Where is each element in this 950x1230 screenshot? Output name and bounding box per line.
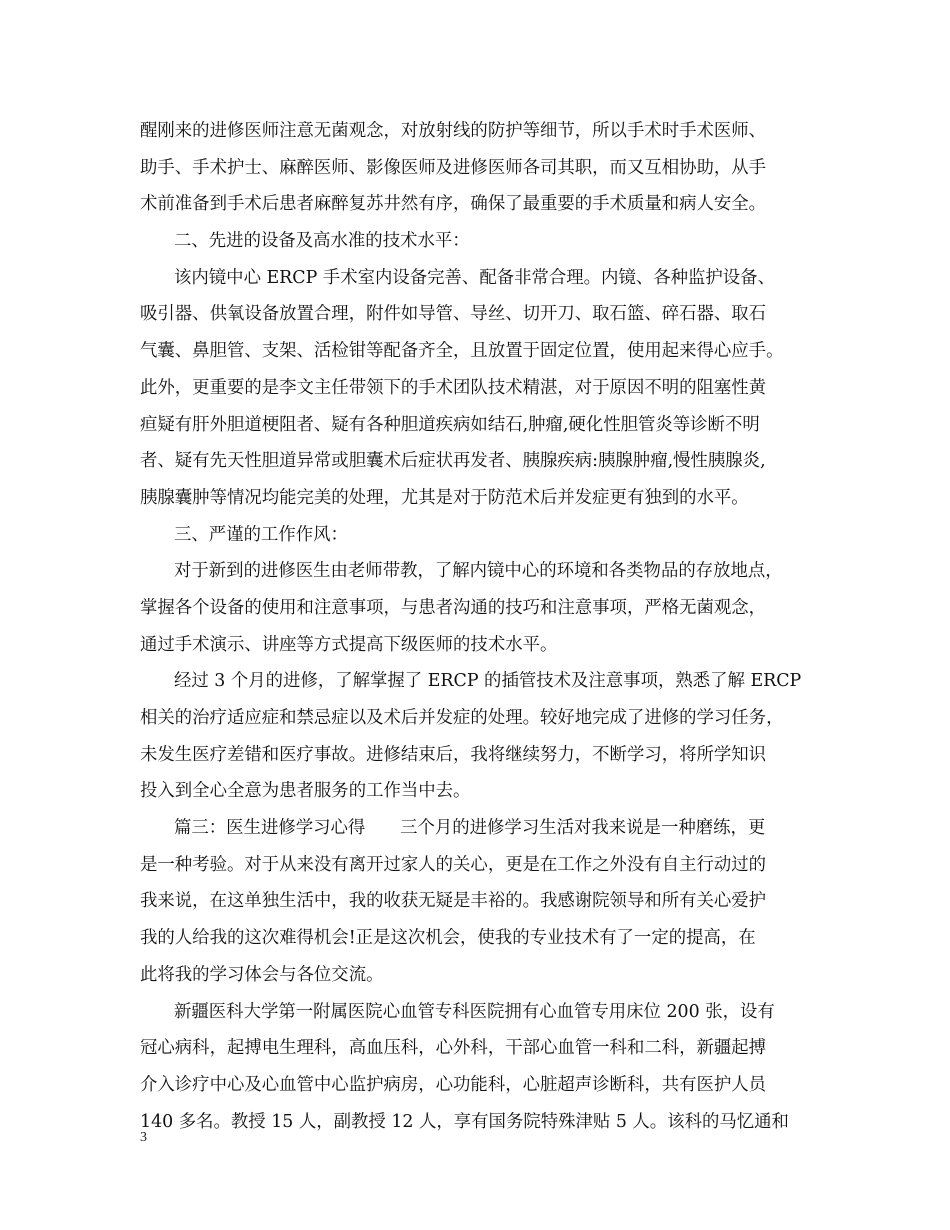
- text-line: 冠心病科，起搏电生理科，高血压科，心外科，干部心血管一科和二科，新疆起搏: [140, 1038, 767, 1059]
- text-line: 新疆医科大学第一附属医院心血管专科医院拥有心血管专用床位 200 张，设有: [174, 1001, 775, 1022]
- text-line: 该内镜中心 ERCP 手术室内设备完善、配备非常合理。内镜、各种监护设备、: [174, 267, 775, 288]
- text-line: 通过手术演示、讲座等方式提高下级医师的技术水平。: [140, 634, 558, 655]
- text-line: 篇三：医生进修学习心得 三个月的进修学习生活对我来说是一种磨练，更: [174, 818, 766, 839]
- text-line: 我的人给我的这次难得机会!正是这次机会，使我的专业技术有了一定的提高，在: [140, 928, 756, 949]
- text-line: 介入诊疗中心及心血管中心监护病房，心功能科，心脏超声诊断科，共有医护人员: [140, 1074, 767, 1095]
- document-body: [140, 113, 830, 1140]
- text-line: 对于新到的进修医生由老师带教，了解内镜中心的环境和各类物品的存放地点，: [174, 561, 783, 582]
- text-line: 醒刚来的进修医师注意无菌观念，对放射线的防护等细节，所以手术时手术医师、: [140, 121, 767, 141]
- text-line: 是一种考验。对于从来没有离开过家人的关心，更是在工作之外没有自主行动过的: [140, 854, 767, 875]
- text-line: 助手、手术护士、麻醉医师、影像医师及进修医师各司其职，而又互相协助，从手: [140, 157, 767, 178]
- text-line: 此将我的学习体会与各位交流。: [140, 964, 384, 985]
- text-line: 术前准备到手术后患者麻醉复苏井然有序，确保了最重要的手术质量和病人安全。: [140, 194, 767, 215]
- text-line: 未发生医疗差错和医疗事故。进修结束后，我将继续努力，不断学习，将所学知识: [140, 744, 767, 765]
- text-line: 三、严谨的工作作风：: [174, 524, 348, 545]
- text-line: 我来说，在这单独生活中，我的收获无疑是丰裕的。我感谢院领导和所有关心爱护: [140, 891, 767, 912]
- text-line: 二、先进的设备及高水准的技术水平：: [174, 231, 470, 252]
- text-line: 气囊、鼻胆管、支架、活检钳等配备齐全，且放置于固定位置，使用起来得心应手。: [140, 341, 784, 362]
- text-line: 经过 3 个月的进修，了解掌握了 ERCP 的插管技术及注意事项，熟悉了解 ERCP: [174, 671, 802, 692]
- text-line: 胰腺囊肿等情况均能完美的处理，尤其是对于防范术后并发症更有独到的水平。: [140, 487, 749, 508]
- text-line: 投入到全心全意为患者服务的工作当中去。: [140, 781, 471, 802]
- text-line: 此外，更重要的是李文主任带领下的手术团队技术精湛，对于原因不明的阻塞性黄: [140, 377, 767, 398]
- text-line: 掌握各个设备的使用和注意事项，与患者沟通的技巧和注意事项，严格无菌观念，: [140, 597, 767, 618]
- text-line: 140 多名。教授 15 人，副教授 12 人，享有国务院特殊津贴 5 人。该科的马忆通和: [140, 1111, 789, 1132]
- text-line: 疸疑有肝外胆道梗阻者、疑有各种胆道疾病如结石,肿瘤,硬化性胆管炎等诊断不明: [140, 414, 760, 435]
- text-line: 相关的治疗适应症和禁忌症以及术后并发症的处理。较好地完成了进修的学习任务，: [140, 708, 784, 728]
- page-number: 3: [140, 1130, 147, 1145]
- text-line: 吸引器、供氧设备放置合理，附件如导管、导丝、切开刀、取石篮、碎石器、取石: [140, 304, 767, 325]
- text-line: 者、疑有先天性胆道异常或胆囊术后症状再发者、胰腺疾病:胰腺肿瘤,慢性胰腺炎,: [140, 451, 766, 472]
